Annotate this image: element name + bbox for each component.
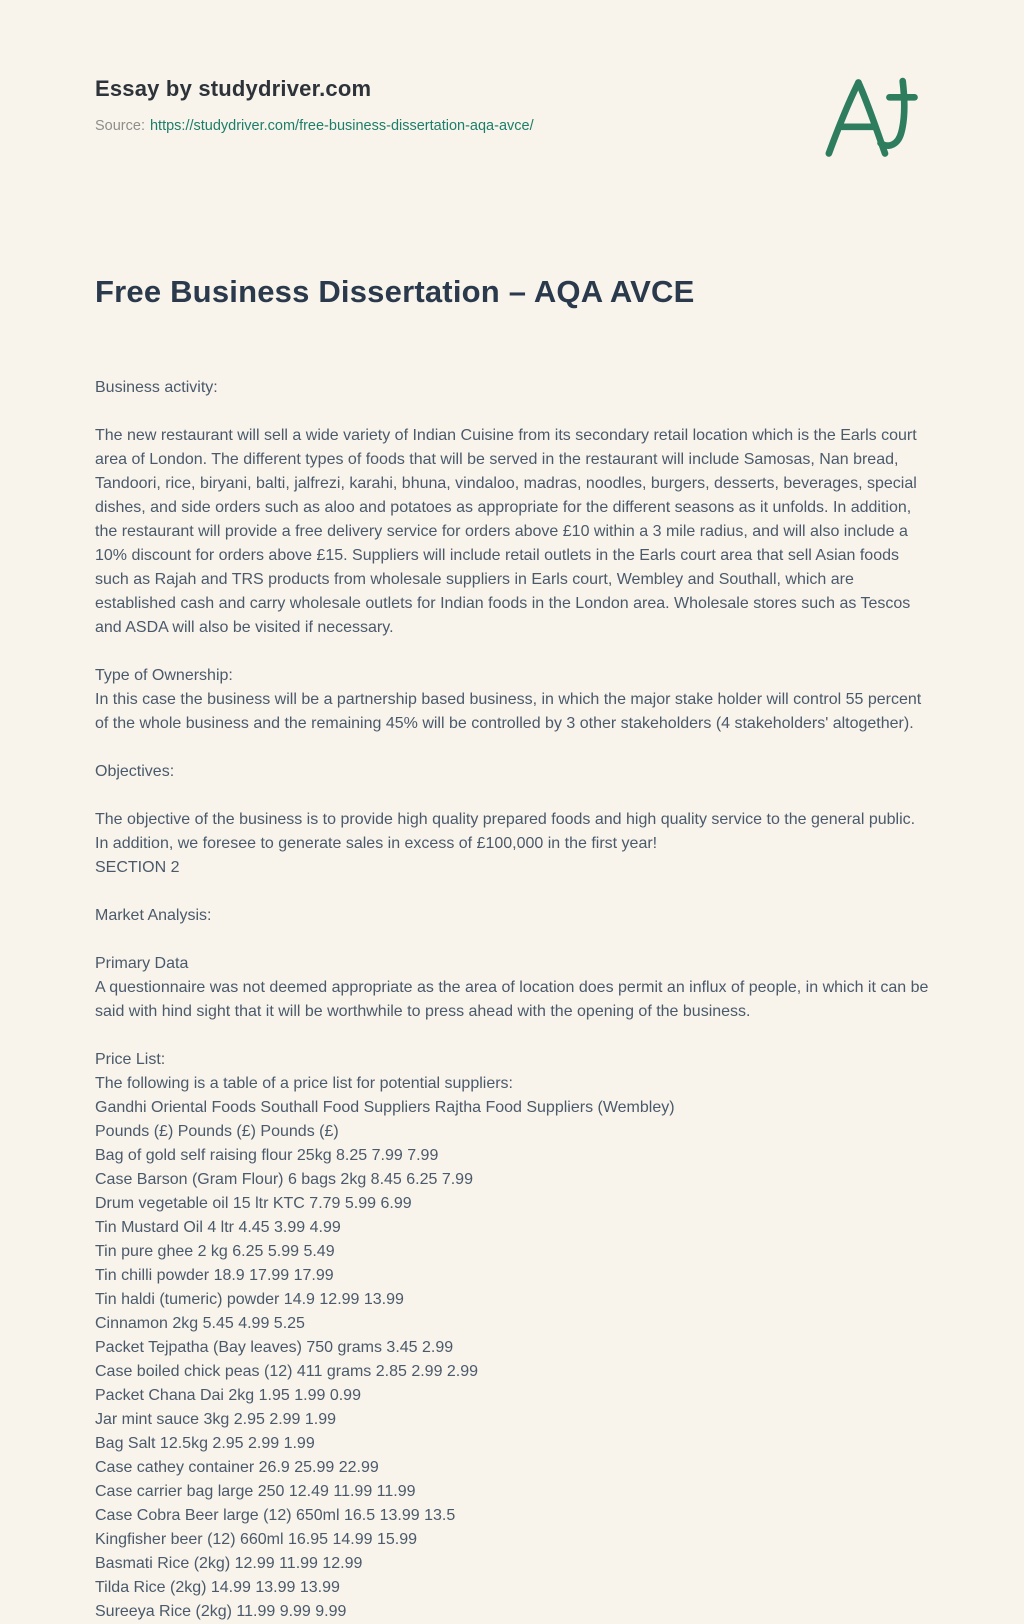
paragraph: The objective of the business is to provide high quality prepared foods and high quality service to the general public. In addition, we foresee to generate sales in excess of £100,000 in the first year! SECTION 2 (95, 811, 916, 876)
paragraph: Market Analysis: (95, 907, 212, 924)
page-title: Free Business Dissertation – AQA AVCE (95, 274, 695, 309)
source-row (95, 118, 534, 134)
studydriver-logo-icon (820, 72, 916, 164)
paragraph: The new restaurant will sell a wide variety of Indian Cuisine from its secondary retail location which is the Earls court area of London. The different types of foods that will be served in the restaurant will include Samosas, Nan bread, Tandoori, rice, biryani, balti, jalfrezi, karahi, bhuna, vindaloo, madras, noodles, burgers, desserts, beverages, special dishes, and side orders such as aloo and potatoes as appropriate for the different seasons as it unfolds. In addition, the restaurant will provide a free delivery service for orders above £10 within a 3 mile radius, and will also include a 10% discount for orders above £15. Suppliers will include retail outlets in the Earls court area that sell Asian foods such as Rajah and TRS products from wholesale suppliers in Earls court, Wembley and Southall, which are established cash and carry wholesale outlets for Indian foods in the London area. Wholesale stores such as Tescos and ASDA will also be visited if necessary. (95, 427, 917, 636)
paragraph: Primary Data A questionnaire was not deemed appropriate as the area of location does permit an influx of people, in which it can be said with hind sight that it will be worthwhile to press ahead with the opening of the business. (95, 955, 929, 1020)
byline: Essay by studydriver.com (95, 76, 372, 101)
paragraph: Objectives: (95, 763, 175, 780)
document-header (95, 76, 930, 164)
header-text-block (95, 76, 534, 134)
paragraph: Business activity: (95, 379, 218, 396)
source-label: Source: (95, 118, 145, 134)
source-link[interactable]: https://studydriver.com/free-business-dissertation-aqa-avce/ (149, 118, 534, 134)
paragraph: Type of Ownership: In this case the business will be a partnership based business, in which the major stake holder will control 55 percent of the whole business and the remaining 45% will be controlled by 3 other stakeholders (4 stakeholders' altogether). (95, 667, 922, 732)
article-body (95, 376, 930, 1624)
paragraph: Price List: The following is a table of a price list for potential suppliers: Gandhi Oriental Foods Southall Food Suppliers Rajtha Food Suppliers (Wembley) Pounds (£) Pounds (£) Pounds (£) Bag of gold self raising flour 25kg 8.25 7.99 7.99 Case Barson (Gram Flour) 6 bags 2kg 8.45 6.25 7.99 Drum vegetable oil 15 ltr KTC 7.79 5.99 6.99 Tin Mustard Oil 4 ltr 4.45 3.99 4.99 Tin pure ghee 2 kg 6.25 5.99 5.49 Tin chilli powder 18.9 17.99 17.99 Tin haldi (tumeric) powder 14.9 12.99 13.99 Cinnamon 2kg 5.45 4.99 5.25 Packet Tejpatha (Bay leaves) 750 grams 3.45 2.99 Case boiled chick peas (12) 411 grams 2.85 2.99 2.99 Packet Chana Dai 2kg 1.95 1.99 0.99 Jar mint sauce 3kg 2.95 2.99 1.99 Bag Salt 12.5kg 2.95 2.99 1.99 Case cathey container 26.9 25.99 22.99 Case carrier bag large 250 12.49 11.99 11.99 Case Cobra Beer large (12) 650ml 16.5 13.99 13.5 Kingfisher beer (12) 660ml 16.95 14.99 15.99 Basmati Rice (2kg) 12.99 11.99 12.99 Tilda Rice (2kg) 14.99 13.99 13.99 Sureeya Rice (2kg) 11.99 9.99 9.99 (95, 1051, 675, 1620)
